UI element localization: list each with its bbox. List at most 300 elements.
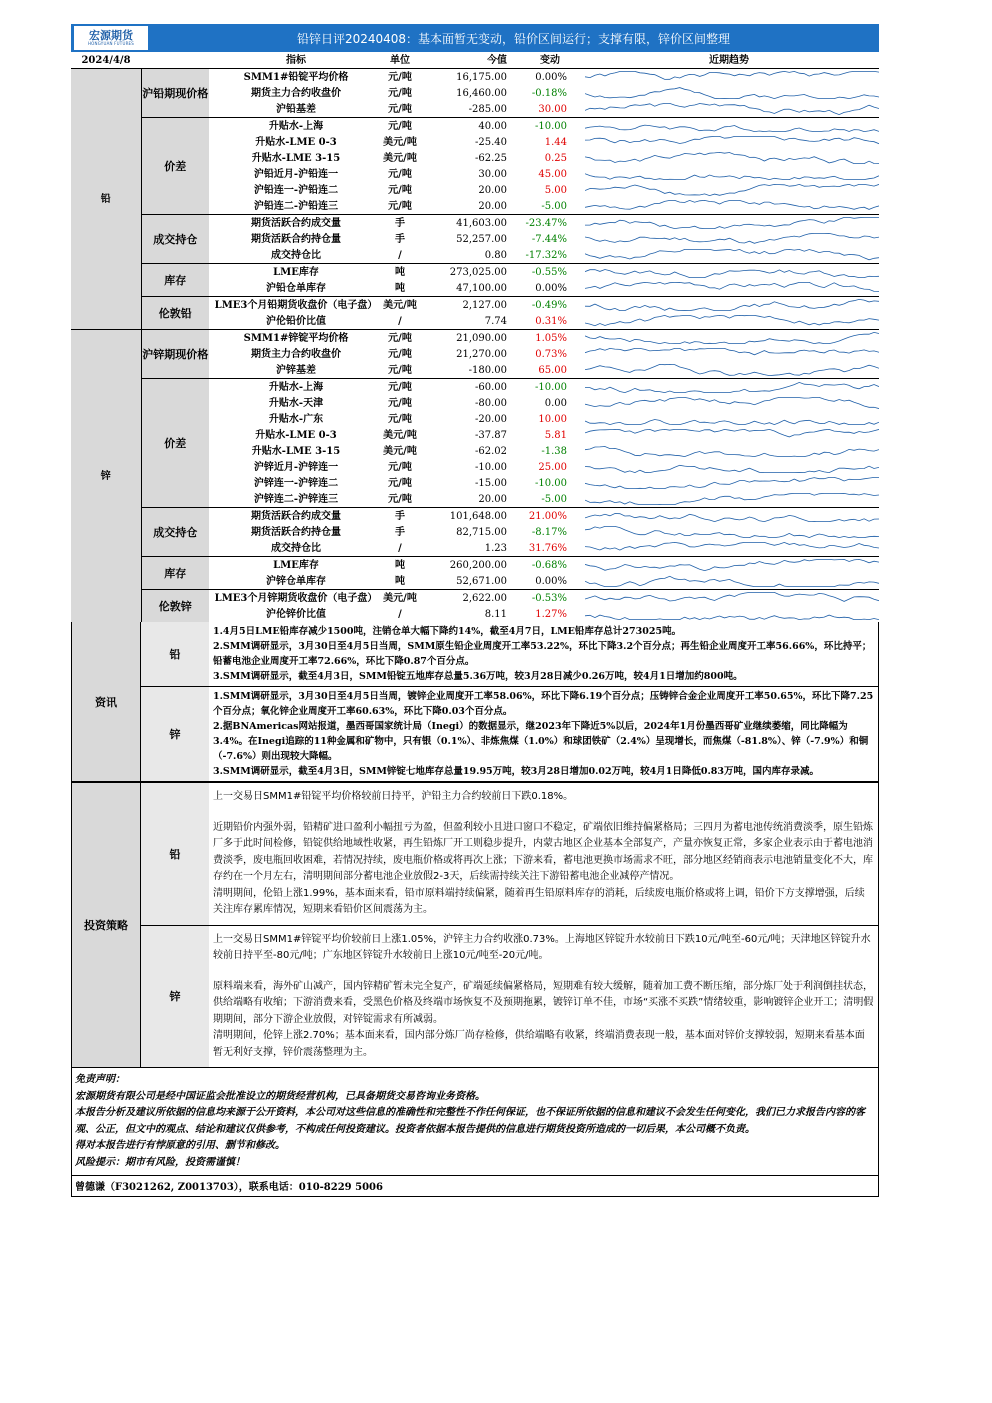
indicator-cell: 期货活跃合约持仓量 (251, 526, 341, 538)
trend-sparkline (585, 216, 879, 230)
trend-sparkline (585, 265, 879, 279)
trend-sparkline (585, 102, 879, 116)
trend-line (585, 615, 879, 620)
indicator-cell: SMM1#锌锭平均价格 (243, 332, 349, 344)
paragraph: 原料端来看，海外矿山减产，国内锌精矿暂未完全复产，矿端延续偏紧格局，短期难有较大缓解，随着加工费不断压缩，部分炼厂处于利润倒挂状态，供给端略有收缩；下游消费来看，受黑色价格及终端市场恢复不及预期拖累，镀锌订单不佳，市场“买涨不买跌”情绪较重，影响镀锌企业开工；清明假期期间，部分下游企业放假，对锌锭需求有所减弱。 (213, 980, 874, 1025)
data-table (71, 52, 879, 622)
change-cell: 0.73% (535, 348, 567, 360)
trend-line (585, 332, 879, 343)
news-zinc-label: 锌 (141, 687, 209, 781)
disclaimer-line: 本报告分析及建议所依据的信息均来源于公开资料，本公司对这些信息的准确性和完整性不作任何保证，也不保证所依据的信息和建议不会发生任何变化，我们已力求报告内容的客观、公正，但文中的观点、结论和建议仅供参考，不构成任何投资建议。投资者依据本报告提供的信息进行期货投资所造成的一切后果，本公司概不负责。 (75, 1107, 865, 1135)
trend-cell (579, 69, 879, 86)
indicator-cell: 升贴水-天津 (268, 397, 324, 409)
table-row (71, 590, 879, 607)
indicator-cell: 期货活跃合约持仓量 (251, 233, 341, 245)
change-cell: 25.00 (538, 461, 567, 473)
value-cell: 273,025.00 (449, 266, 507, 278)
indicator-cell: 沪锌仓单库存 (266, 575, 326, 587)
table-row (71, 508, 879, 525)
table-row (71, 557, 879, 574)
unit-cell: 美元/吨 (383, 445, 417, 457)
value-cell: -37.87 (474, 429, 507, 441)
unit-cell: 元/吨 (388, 71, 412, 83)
disclaimer (71, 1068, 879, 1176)
trend-sparkline (585, 428, 879, 442)
trend-cell (579, 491, 879, 508)
indicator-cell: LME3个月锌期货收盘价（电子盘） (214, 592, 378, 604)
unit-cell: 元/吨 (388, 364, 412, 376)
trend-line (585, 592, 879, 601)
unit-cell: 手 (395, 510, 405, 522)
paragraph: 上一交易日SMM1#锌锭平均价较前日上涨1.05%，沪锌主力合约收涨0.73%。上海地区锌锭升水较前日下跌10元/吨至-60元/吨；天津地区锌锭升水较前日持平至-80元/吨；广东地区锌锭升水较前日上涨10元/吨至-20元/吨。 (213, 933, 871, 961)
paragraph: 1.4月5日LME铅库存减少1500吨，注销仓单大幅下降约14%，截至4月7日，LME铅库存总计273025吨。 (213, 626, 682, 637)
col-value-header: 今值 (417, 52, 521, 69)
unit-cell: 元/吨 (388, 87, 412, 99)
trend-line (585, 233, 879, 243)
unit-cell: 元/吨 (388, 103, 412, 115)
trend-cell (579, 443, 879, 459)
trend-sparkline (585, 607, 879, 621)
strategy-label: 投资策略 (72, 783, 141, 1067)
trend-line (585, 542, 879, 550)
trend-line (585, 526, 879, 537)
col-indicator-header: 指标 (209, 52, 383, 69)
indicator-cell: SMM1#铅锭平均价格 (243, 71, 349, 83)
indicator-cell: 升贴水-上海 (268, 120, 324, 132)
unit-cell: 美元/吨 (383, 429, 417, 441)
value-cell: 40.00 (478, 120, 507, 132)
indicator-cell: 期货活跃合约成交量 (251, 510, 341, 522)
trend-line (585, 125, 879, 132)
value-cell: 41,603.00 (456, 217, 507, 229)
trend-sparkline (585, 380, 879, 394)
value-cell: -25.40 (474, 136, 507, 148)
indicator-cell: 期货活跃合约成交量 (251, 217, 341, 229)
unit-cell: 吨 (395, 559, 405, 571)
unit-cell: 元/吨 (388, 168, 412, 180)
indicator-cell: 期货主力合约收盘价 (251, 348, 341, 360)
indicator-cell: 沪锌连一-沪锌连二 (253, 477, 339, 489)
trend-line (585, 103, 879, 114)
group-label: 伦敦铅 (141, 297, 209, 330)
change-cell: -0.49% (531, 299, 567, 311)
trend-line (585, 136, 879, 143)
trend-cell (579, 475, 879, 491)
indicator-cell: 成交持仓比 (271, 249, 321, 261)
unit-cell: 元/吨 (388, 381, 412, 393)
trend-line (585, 397, 879, 408)
change-cell: 0.00% (535, 71, 567, 83)
change-cell: 0.31% (535, 315, 567, 327)
group-label: 库存 (141, 264, 209, 297)
trend-sparkline (585, 541, 879, 555)
trend-sparkline (585, 492, 879, 506)
value-cell: -15.00 (474, 477, 507, 489)
value-cell: 52,257.00 (456, 233, 507, 245)
value-cell: 20.00 (478, 184, 507, 196)
indicator-cell: 升贴水-LME 3-15 (251, 152, 341, 164)
change-cell: -0.18% (531, 87, 567, 99)
change-cell: 21.00% (528, 510, 567, 522)
group-label: 伦敦锌 (141, 590, 209, 623)
logo-cn-text: 宏源期货 (89, 29, 133, 42)
trend-cell (579, 182, 879, 198)
value-cell: -62.25 (474, 152, 507, 164)
value-cell: 0.80 (484, 249, 507, 261)
unit-cell: 元/吨 (388, 493, 412, 505)
paragraph: 2.据BNAmericas网站报道，墨西哥国家统计局（Inegi）的数据显示，继2023年下降近5%以后，2024年1月份墨西哥矿业继续萎缩，同比降幅为3.4%。在Inegi追踪的11种金属和矿物中，只有银（0.1%）、非炼焦煤（1.0%）和球团铁矿（2.4%）呈现增长，而焦煤（-81.8%）、锌（-7.9%）和铜（-7.6%）则出现较大降幅。 (213, 721, 869, 762)
indicator-cell: 沪铅近月-沪铅连一 (253, 168, 339, 180)
table-row (71, 297, 879, 314)
unit-cell: 元/吨 (388, 332, 412, 344)
value-cell: 1.23 (484, 542, 507, 554)
table-row (71, 330, 879, 347)
trend-line (585, 184, 879, 195)
change-cell: -5.00 (541, 200, 567, 212)
value-cell: 16,175.00 (456, 71, 507, 83)
group-label: 沪铅期现价格 (141, 69, 209, 118)
change-cell: -23.47% (525, 217, 567, 229)
value-cell: 16,460.00 (456, 87, 507, 99)
trend-cell (579, 427, 879, 443)
disclaimer-line: 宏源期货有限公司是经中国证监会批准设立的期货经营机构，已具备期货交易咨询业务资格。 (75, 1090, 485, 1102)
change-cell: 5.81 (544, 429, 567, 441)
trend-cell (579, 379, 879, 396)
change-cell: -10.00 (534, 381, 567, 393)
news-lead-block (141, 622, 878, 686)
trend-cell (579, 606, 879, 622)
trend-sparkline (585, 476, 879, 490)
paragraph: 上一交易日SMM1#铅锭平均价格较前日持平，沪铅主力合约较前日下跌0.18%。 (213, 791, 574, 802)
trend-line (585, 559, 879, 570)
unit-cell: 手 (395, 526, 405, 538)
trend-line (585, 315, 879, 325)
trend-sparkline (585, 460, 879, 474)
change-cell: 1.44 (544, 136, 567, 148)
trend-line (585, 282, 879, 291)
indicator-cell: 期货主力合约收盘价 (251, 87, 341, 99)
change-cell: 10.00 (538, 413, 567, 425)
trend-cell (579, 101, 879, 118)
trend-cell (579, 330, 879, 347)
trend-cell (579, 346, 879, 362)
trend-cell (579, 524, 879, 540)
unit-cell: 元/吨 (388, 200, 412, 212)
trend-cell (579, 540, 879, 557)
unit-cell: 元/吨 (388, 461, 412, 473)
col-change-header: 变动 (521, 52, 579, 69)
trend-sparkline (585, 331, 879, 345)
news-zinc-block (141, 686, 878, 781)
unit-cell: 元/吨 (388, 413, 412, 425)
change-cell: -8.17% (531, 526, 567, 538)
trend-sparkline (585, 232, 879, 246)
table-row (71, 379, 879, 396)
trend-cell (579, 573, 879, 590)
trend-line (585, 299, 879, 310)
trend-sparkline (585, 591, 879, 605)
trend-cell (579, 215, 879, 232)
change-cell: 31.76% (528, 542, 567, 554)
group-label: 库存 (141, 557, 209, 590)
strategy-zinc-block (141, 925, 878, 1068)
indicator-cell: 成交持仓比 (271, 542, 321, 554)
value-cell: 52,671.00 (456, 575, 507, 587)
value-cell: 8.11 (484, 608, 507, 620)
trend-cell (579, 264, 879, 281)
trend-line (585, 382, 879, 392)
report-header (71, 24, 879, 52)
value-cell: 47,100.00 (456, 282, 507, 294)
value-cell: 260,200.00 (449, 559, 507, 571)
trend-line (585, 200, 879, 209)
trend-line (585, 447, 879, 457)
trend-sparkline (585, 525, 879, 539)
change-cell: 1.05% (535, 332, 567, 344)
trend-line (585, 514, 879, 522)
metal-label: 铅 (71, 69, 141, 330)
group-label: 沪锌期现价格 (141, 330, 209, 379)
indicator-cell: 升贴水-LME 0-3 (255, 429, 337, 441)
value-cell: -80.00 (474, 397, 507, 409)
value-cell: -10.00 (474, 461, 507, 473)
change-cell: -0.68% (531, 559, 567, 571)
group-label: 价差 (141, 379, 209, 508)
unit-cell: 吨 (395, 575, 405, 587)
risk-warning: 风险提示：期市有风险，投资需谨慎！ (75, 1156, 245, 1168)
trend-line (585, 71, 879, 79)
table-row (71, 69, 879, 86)
change-cell: 0.00% (535, 575, 567, 587)
logo-en-text: HONGYUAN FUTURES (87, 41, 135, 46)
trend-cell (579, 557, 879, 574)
paragraph: 2.SMM调研显示，3月30日至4月5日当周，SMM原生铅企业周度开工率53.22%，环比下降3.2个百分点；再生铅企业周度开工率56.66%，环比持平；铅蓄电池企业周度开工率72.66%，环比下降0.87个百分点。 (213, 641, 872, 667)
trend-cell (579, 590, 879, 607)
indicator-cell: 沪伦铅价比值 (266, 315, 326, 327)
value-cell: 2,127.00 (462, 299, 507, 311)
company-logo (74, 26, 148, 50)
value-cell: 21,270.00 (456, 348, 507, 360)
table-row (71, 215, 879, 232)
trend-sparkline (585, 444, 879, 458)
trend-cell (579, 280, 879, 297)
unit-cell: 手 (395, 233, 405, 245)
indicator-cell: 沪铅基差 (276, 103, 316, 115)
trend-cell (579, 231, 879, 247)
trend-sparkline (585, 396, 879, 410)
trend-sparkline (585, 135, 879, 149)
trend-cell (579, 198, 879, 215)
paragraph: 近期铅价内强外弱，铅精矿进口盈利小幅扭亏为盈，但盈利较小且进口窗口不稳定，矿端依旧维持偏紧格局；三四月为蓄电池传统消费淡季，原生铅炼厂多于此时间检修，铅锭供给地域性收紧，再生铅炼厂开工则稳步提升，内蒙古地区企业基本全部复产，产量亦恢复正常，多家企业表示由于蓄电池消费淡季，废电瓶回收困难，若情况持续，废电瓶价格或将再次上涨；下游来看，蓄电池更换市场需求不旺，部分地区经销商表示电池销量变化不大，库存约在一个月左右，清明期间部分蓄电池企业放假2-3天，后续需持续关注下游铅蓄电池企业减停产情况。 (213, 821, 873, 882)
trend-cell (579, 134, 879, 150)
trend-line (585, 88, 879, 99)
trend-sparkline (585, 298, 879, 312)
change-cell: -10.00 (534, 120, 567, 132)
trend-sparkline (585, 314, 879, 328)
indicator-cell: LME库存 (273, 266, 319, 278)
trend-line (585, 576, 879, 586)
unit-cell: / (398, 249, 402, 261)
value-cell: 30.00 (478, 168, 507, 180)
trend-line (585, 152, 879, 163)
change-cell: 5.00 (544, 184, 567, 196)
unit-cell: 手 (395, 217, 405, 229)
change-cell: -0.55% (531, 266, 567, 278)
group-label: 成交持仓 (141, 215, 209, 264)
change-cell: 45.00 (538, 168, 567, 180)
indicator-cell: 沪锌基差 (276, 364, 316, 376)
value-cell: 82,715.00 (456, 526, 507, 538)
change-cell: 30.00 (538, 103, 567, 115)
value-cell: -60.00 (474, 381, 507, 393)
news-lead-label: 铅 (141, 622, 209, 686)
value-cell: -20.00 (474, 413, 507, 425)
value-cell: -285.00 (468, 103, 507, 115)
unit-cell: 元/吨 (388, 120, 412, 132)
trend-cell (579, 150, 879, 166)
trend-sparkline (585, 412, 879, 426)
unit-cell: 美元/吨 (383, 136, 417, 148)
paragraph: 清明期间，伦锌上涨2.70%；基本面来看，国内部分炼厂尚存检修，供给端略有收紧，终端消费表现一般，基本面对锌价支撑较弱，短期来看基本面暂无利好支撑，锌价震荡整理为主。 (213, 1030, 865, 1058)
trend-cell (579, 508, 879, 525)
paragraph: 1.SMM调研显示，3月30日至4月5日当周，镀锌企业周度开工率58.06%，环比下降6.19个百分点；压铸锌合金企业周度开工率50.65%，环比下降7.25个百分点；氧化锌企业周度开工率60.63%，环比下降0.03个百分点。 (213, 691, 874, 717)
strategy-lead-block (141, 783, 878, 925)
change-cell: -7.44% (531, 233, 567, 245)
paragraph: 清明期间，伦铅上涨1.99%，基本面来看，铅市原料端持续偏紧，随着再生铅原料库存的消耗，后续废电瓶价格或将上调，铅价下方支撑增强，后续关注库存累库情况，短期来看铅价区间震荡为主。 (213, 887, 865, 915)
trend-sparkline (585, 574, 879, 588)
strategy-lead-label: 铅 (141, 783, 209, 925)
indicator-cell: 沪锌近月-沪锌连一 (253, 461, 339, 473)
trend-sparkline (585, 151, 879, 165)
value-cell: 101,648.00 (449, 510, 507, 522)
strategy-zinc-text (209, 926, 878, 1068)
paragraph: 3.SMM调研显示，截至4月3日，SMM锌锭七地库存总量19.95万吨，较3月28日增加0.02万吨，较4月1日降低0.83万吨，国内库存录减。 (213, 766, 819, 777)
trend-line (585, 429, 879, 437)
trend-sparkline (585, 248, 879, 262)
date-cell: 2024/4/8 (71, 52, 141, 69)
table-row (71, 264, 879, 281)
indicator-cell: 升贴水-LME 3-15 (251, 445, 341, 457)
indicator-cell: LME3个月铅期货收盘价（电子盘） (214, 299, 378, 311)
indicator-cell: 沪铅仓单库存 (266, 282, 326, 294)
disclaimer-title: 免责声明： (75, 1074, 125, 1085)
change-cell: -1.38 (541, 445, 567, 457)
value-cell: 2,622.00 (462, 592, 507, 604)
unit-cell: / (398, 542, 402, 554)
change-cell: -17.32% (525, 249, 567, 261)
trend-line (585, 348, 879, 354)
indicator-cell: 升贴水-上海 (268, 381, 324, 393)
trend-sparkline (585, 119, 879, 133)
table-header-row (71, 52, 879, 69)
trend-sparkline (585, 167, 879, 181)
trend-cell (579, 166, 879, 182)
change-cell: 0.00% (535, 282, 567, 294)
unit-cell: 美元/吨 (383, 592, 417, 604)
trend-cell (579, 459, 879, 475)
unit-cell: 美元/吨 (383, 152, 417, 164)
indicator-cell: 升贴水-广东 (268, 413, 324, 425)
value-cell: 20.00 (478, 200, 507, 212)
trend-cell (579, 313, 879, 330)
trend-sparkline (585, 86, 879, 100)
value-cell: 20.00 (478, 493, 507, 505)
change-cell: 1.27% (535, 608, 567, 620)
strategy-lead-text (209, 783, 878, 925)
value-cell: -62.02 (474, 445, 507, 457)
trend-sparkline (585, 199, 879, 213)
trend-line (585, 249, 879, 259)
trend-cell (579, 395, 879, 411)
unit-cell: 元/吨 (388, 184, 412, 196)
col-trend-header: 近期趋势 (579, 52, 879, 69)
value-cell: 7.74 (484, 315, 507, 327)
change-cell: 0.00 (544, 397, 567, 409)
trend-line (585, 364, 879, 375)
change-cell: 65.00 (538, 364, 567, 376)
unit-cell: 吨 (395, 282, 405, 294)
news-section (71, 622, 879, 782)
unit-cell: / (398, 315, 402, 327)
trend-sparkline (585, 281, 879, 295)
trend-sparkline (585, 558, 879, 572)
table-row (71, 118, 879, 135)
strategy-zinc-label: 锌 (141, 926, 209, 1068)
disclaimer-line: 得对本报告进行有悖原意的引用、删节和修改。 (75, 1140, 285, 1151)
unit-cell: 元/吨 (388, 397, 412, 409)
trend-sparkline (585, 347, 879, 361)
report-title: 铅锌日评20240408：基本面暂无变动，铅价区间运行；支撑有限，锌价区间整理 (296, 31, 731, 46)
change-cell: -0.53% (531, 592, 567, 604)
trend-sparkline (585, 363, 879, 377)
unit-cell: / (398, 608, 402, 620)
unit-cell: 吨 (395, 266, 405, 278)
trend-line (585, 477, 879, 488)
indicator-cell: 升贴水-LME 0-3 (255, 136, 337, 148)
trend-line (585, 270, 879, 278)
report-page (71, 24, 879, 1197)
trend-sparkline (585, 70, 879, 84)
group-label: 成交持仓 (141, 508, 209, 557)
change-cell: 0.25 (544, 152, 567, 164)
unit-cell: 元/吨 (388, 348, 412, 360)
change-cell: -10.00 (534, 477, 567, 489)
metal-label: 锌 (71, 330, 141, 623)
value-cell: 21,090.00 (456, 332, 507, 344)
indicator-cell: 沪伦锌价比值 (266, 608, 326, 620)
news-zinc-text (209, 687, 878, 781)
trend-cell (579, 297, 879, 314)
unit-cell: 美元/吨 (383, 299, 417, 311)
group-label: 价差 (141, 118, 209, 215)
news-lead-text (209, 622, 878, 686)
change-cell: -5.00 (541, 493, 567, 505)
news-label: 资讯 (72, 622, 141, 781)
indicator-cell: LME库存 (273, 559, 319, 571)
trend-sparkline (585, 183, 879, 197)
trend-cell (579, 362, 879, 379)
value-cell: -180.00 (468, 364, 507, 376)
unit-cell: 元/吨 (388, 477, 412, 489)
trend-cell (579, 85, 879, 101)
trend-line (585, 174, 879, 180)
trend-line (585, 465, 879, 472)
trend-cell (579, 247, 879, 264)
trend-cell (579, 411, 879, 427)
indicator-cell: 沪铅连一-沪铅连二 (253, 184, 339, 196)
indicator-cell: 沪铅连二-沪铅连三 (253, 200, 339, 212)
trend-line (585, 217, 879, 228)
